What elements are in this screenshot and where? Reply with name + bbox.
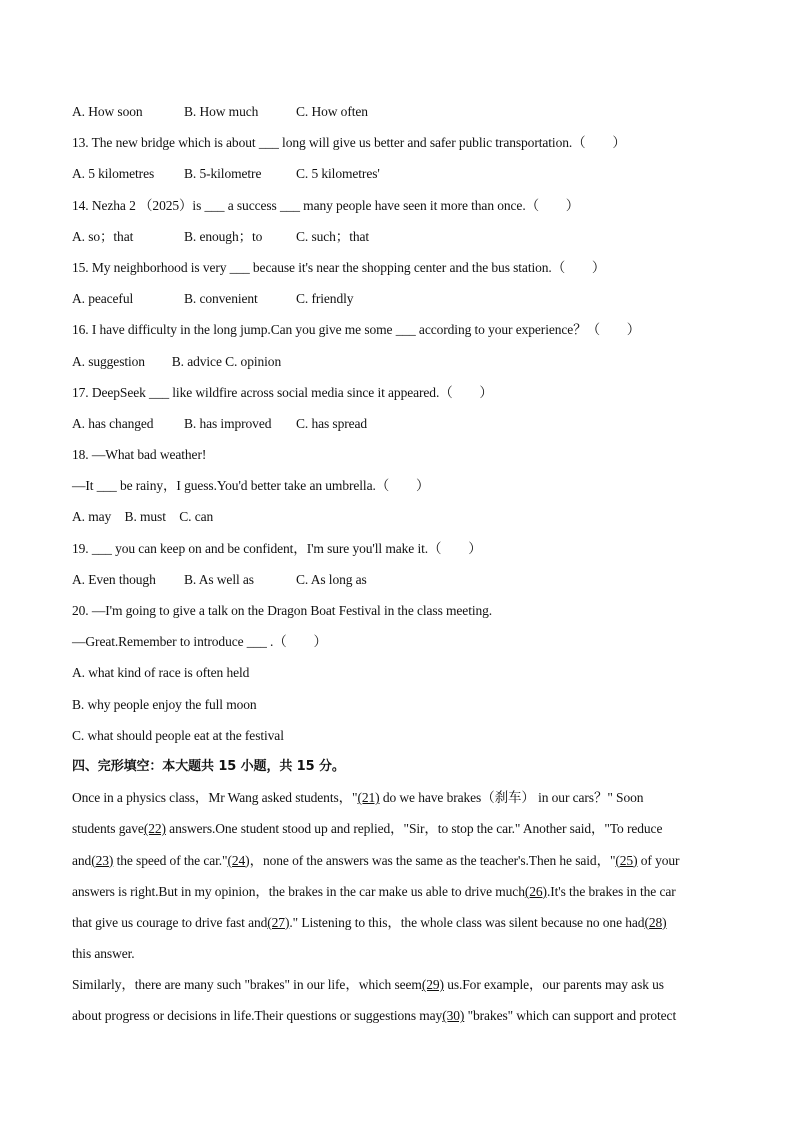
q15-options (72, 288, 722, 319)
passage-text: answers.One student stood up and replied，"Sir，to stop the car." Another said，"To reduce (165, 821, 663, 837)
blank-29[interactable]: (29) (421, 977, 444, 993)
option-c: C. As long as (296, 571, 367, 587)
option-b: B. convenient (184, 291, 258, 307)
passage-text: and (72, 852, 92, 868)
blank-24[interactable]: (24) (227, 852, 250, 868)
passage-text: answers is right.But in my opinion，the brakes in the car make us able to drive much (72, 883, 525, 899)
q19-options (72, 569, 722, 600)
option-c: C. 5 kilometres' (296, 166, 380, 182)
q14-stem: 14. Nezha 2 （2025）is ___ a success ___ many people have seen it more than once.（ ） (72, 197, 580, 213)
option-a: A. 5 kilometres (72, 166, 155, 182)
section-heading: 四、完形填空：本大题共 15 小题，共 15 分。 (72, 758, 345, 774)
passage-line (72, 818, 722, 849)
passage-text: about progress or decisions in life.Their questions or suggestions may (72, 1008, 443, 1024)
option-b: B. 5-kilometre (184, 166, 262, 182)
option-b: B. As well as (184, 571, 254, 587)
blank-27[interactable]: (27) (267, 914, 290, 930)
passage-text: do we have brakes（刹车） in our cars？" Soon (379, 790, 644, 806)
option-a: A. peaceful (72, 291, 134, 307)
option-c: C. has spread (296, 415, 368, 431)
passage-text: "brakes" which can support and protect (464, 1008, 677, 1024)
q13-stem: 13. The new bridge which is about ___ long will give us better and safer public transportation.（ ） (72, 135, 626, 151)
blank-30[interactable]: (30) (442, 1008, 465, 1024)
passage-line: this answer. (72, 946, 135, 962)
option-a: A. Even though (72, 571, 156, 587)
q12-options (72, 101, 722, 132)
q15-stem: 15. My neighborhood is very ___ because it's near the shopping center and the bus station.（ ） (72, 259, 606, 275)
blank-21[interactable]: (21) (357, 790, 380, 806)
passage-line (72, 912, 722, 943)
q18-stem-2: —It ___ be rainy，I guess.You'd better take an umbrella.（ ） (72, 478, 430, 494)
passage-text: of your (637, 852, 680, 868)
passage-text: that give us courage to drive fast and (72, 914, 268, 930)
blank-23[interactable]: (23) (91, 852, 114, 868)
passage-line (72, 974, 722, 1005)
option-c: C. such；that (296, 228, 370, 244)
option-a: A. so；that (72, 228, 134, 244)
q18-options: A. may B. must C. can (72, 509, 214, 525)
passage-text: .It's the brakes in the car (546, 883, 676, 899)
option-b: B. has improved (184, 415, 272, 431)
q20-option-b: B. why people enjoy the full moon (72, 696, 257, 712)
passage-line (72, 881, 722, 912)
exam-page (72, 101, 722, 1037)
q20-stem-1: 20. —I'm going to give a talk on the Dragon Boat Festival in the class meeting. (72, 603, 493, 618)
q16-options: A. suggestion B. advice C. opinion (72, 353, 282, 369)
blank-28[interactable]: (28) (644, 914, 667, 930)
option-a: A. has changed (72, 415, 154, 431)
passage-line (72, 1005, 722, 1036)
q19-stem: 19. ___ you can keep on and be confident，I'm sure you'll make it.（ ） (72, 540, 482, 556)
q16-stem: 16. I have difficulty in the long jump.Can you give me some ___ according to your experience？（ ） (72, 322, 641, 338)
option-b: B. enough；to (184, 228, 263, 244)
passage-line (72, 850, 722, 881)
passage-text: ，none of the answers was the same as the teacher's.Then he said，" (249, 852, 616, 868)
q17-stem: 17. DeepSeek ___ like wildfire across social media since it appeared.（ ） (72, 384, 493, 400)
passage-text: students gave (72, 821, 144, 837)
q18-stem-1: 18. —What bad weather! (72, 447, 207, 463)
blank-25[interactable]: (25) (615, 852, 638, 868)
option-c: C. friendly (296, 291, 354, 307)
q13-options (72, 163, 722, 194)
option-a: A. How soon (72, 104, 143, 119)
option-b: B. How much (184, 104, 259, 119)
blank-22[interactable]: (22) (143, 821, 166, 837)
passage-line (72, 787, 722, 818)
q14-options (72, 226, 722, 257)
q20-option-c: C. what should people eat at the festival (72, 727, 284, 743)
passage-text: ." Listening to this，the whole class was silent because no one had (289, 914, 645, 930)
q17-options (72, 413, 722, 444)
q20-stem-2: —Great.Remember to introduce ___ .（ ） (72, 634, 327, 650)
q20-option-a: A. what kind of race is often held (72, 665, 250, 681)
option-c: C. How often (296, 104, 368, 119)
passage-text: Similarly，there are many such "brakes" in our life，which seem (72, 977, 422, 993)
passage-text: us.For example，our parents may ask us (443, 977, 664, 993)
passage-text: Once in a physics class，Mr Wang asked students，" (72, 790, 358, 806)
blank-26[interactable]: (26) (524, 883, 547, 899)
passage-text: the speed of the car." (113, 852, 228, 868)
